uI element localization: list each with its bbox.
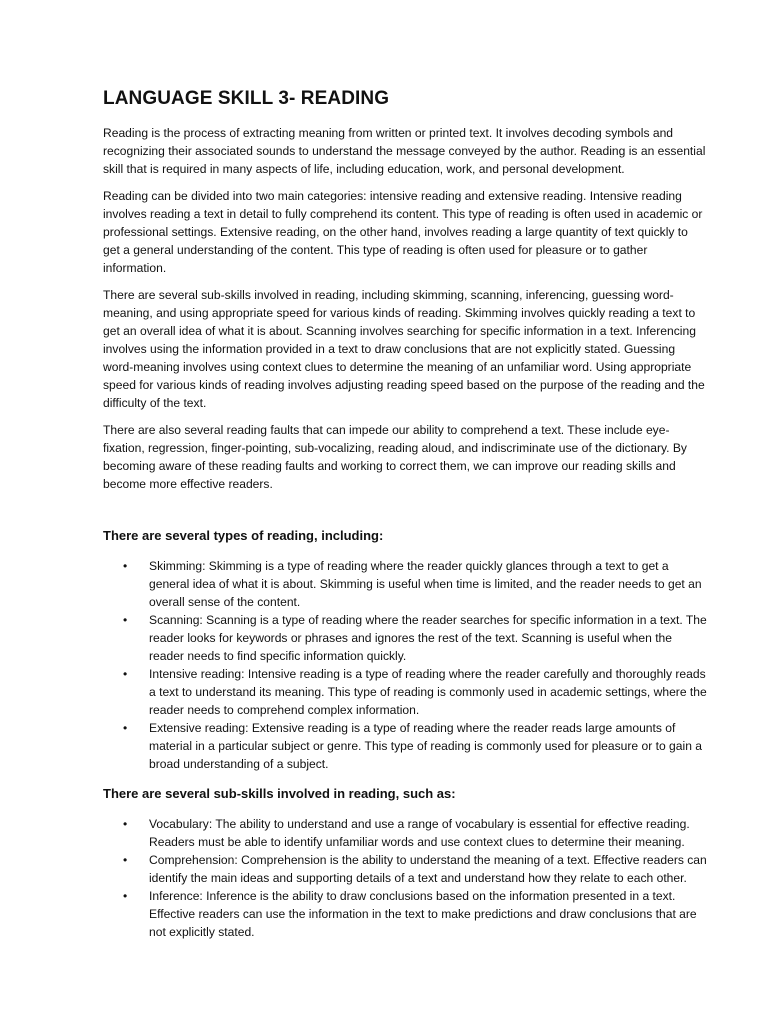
- list-item-text: Scanning: Scanning is a type of reading where the reader searches for specific information in a text. The reader looks for keywords or phrases and ignores the rest of the text. Scanning is useful when the reader needs to find specific information quickly.: [149, 613, 707, 663]
- bullet-icon: •: [123, 853, 128, 867]
- list-item-inference: [103, 887, 708, 941]
- paragraph-reading-faults: There are also several reading faults that can impede our ability to comprehend a text. These include eye-fixation, regression, finger-pointing, sub-vocalizing, reading aloud, and indiscriminate use of the dictionary. By becoming aware of these reading faults and working to correct them, we can improve our reading skills and become more effective readers.: [103, 423, 687, 491]
- list-item-text: Skimming: Skimming is a type of reading where the reader quickly glances through a text to get a general idea of what it is about. Skimming is useful when time is limited, and the reader needs to get an overall sense of the content.: [149, 559, 702, 609]
- subskills-list: [103, 815, 708, 941]
- bullet-icon: •: [123, 889, 128, 903]
- list-item-text: Vocabulary: The ability to understand and use a range of vocabulary is essential for effective reading. Readers must be able to identify unfamiliar words and use context clues to determine their meaning.: [149, 817, 690, 849]
- list-item-vocabulary: [103, 815, 708, 851]
- list-item-text: Intensive reading: Intensive reading is a type of reading where the reader carefully and thoroughly reads a text to understand its meaning. This type of reading is commonly used in academic settings, where the reader needs to comprehend complex information.: [149, 667, 707, 717]
- bullet-icon: •: [123, 721, 128, 735]
- list-item-intensive-reading: [103, 665, 708, 719]
- list-item-text: Extensive reading: Extensive reading is a type of reading where the reader reads large amounts of material in a particular subject or genre. This type of reading is commonly used for pleasure or to gain a broad understanding of a subject.: [149, 721, 703, 771]
- types-heading: There are several types of reading, including:: [103, 528, 384, 543]
- list-item-extensive-reading: [103, 719, 708, 773]
- subskills-heading: There are several sub-skills involved in reading, such as:: [103, 786, 456, 801]
- page-title: LANGUAGE SKILL 3- READING: [103, 88, 390, 109]
- list-item-comprehension: [103, 851, 708, 887]
- list-item-text: Inference: Inference is the ability to draw conclusions based on the information presented in a text. Effective readers can use the information in the text to make predictions and draw conclusions that are not explicitly stated.: [149, 889, 697, 939]
- bullet-icon: •: [123, 667, 128, 681]
- list-item-text: Comprehension: Comprehension is the ability to understand the meaning of a text. Effective readers can identify the main ideas and supporting details of a text and understand how they relate to each other.: [149, 853, 707, 885]
- paragraph-categories: Reading can be divided into two main categories: intensive reading and extensive reading. Intensive reading involves reading a text in detail to fully comprehend its content. This type of reading is often used in academic or professional settings. Extensive reading, on the other hand, involves reading a large quantity of text quickly to get a general understanding of the content. This type of reading is often used for pleasure or to gather information.: [103, 189, 703, 275]
- paragraph-subskills: There are several sub-skills involved in reading, including skimming, scanning, inferencing, guessing word-meaning, and using appropriate speed for various kinds of reading. Skimming involves quickly reading a text to get an overall idea of what it is about. Scanning involves searching for specific information in a text. Inferencing involves using the information provided in a text to draw conclusions that are not explicitly stated. Guessing word-meaning involves using context clues to determine the meaning of an unfamiliar word. Using appropriate speed for various kinds of reading involves adjusting reading speed based on the purpose of the reading and the difficulty of the text.: [103, 288, 705, 410]
- types-list: [103, 557, 708, 773]
- bullet-icon: •: [123, 559, 128, 573]
- list-item-scanning: [103, 611, 708, 665]
- bullet-icon: •: [123, 817, 128, 831]
- list-item-skimming: [103, 557, 708, 611]
- paragraph-definition: Reading is the process of extracting meaning from written or printed text. It involves decoding symbols and recognizing their associated sounds to understand the message conveyed by the author. Reading is an essential skill that is required in many aspects of life, including education, work, and personal development.: [103, 126, 706, 176]
- bullet-icon: •: [123, 613, 128, 627]
